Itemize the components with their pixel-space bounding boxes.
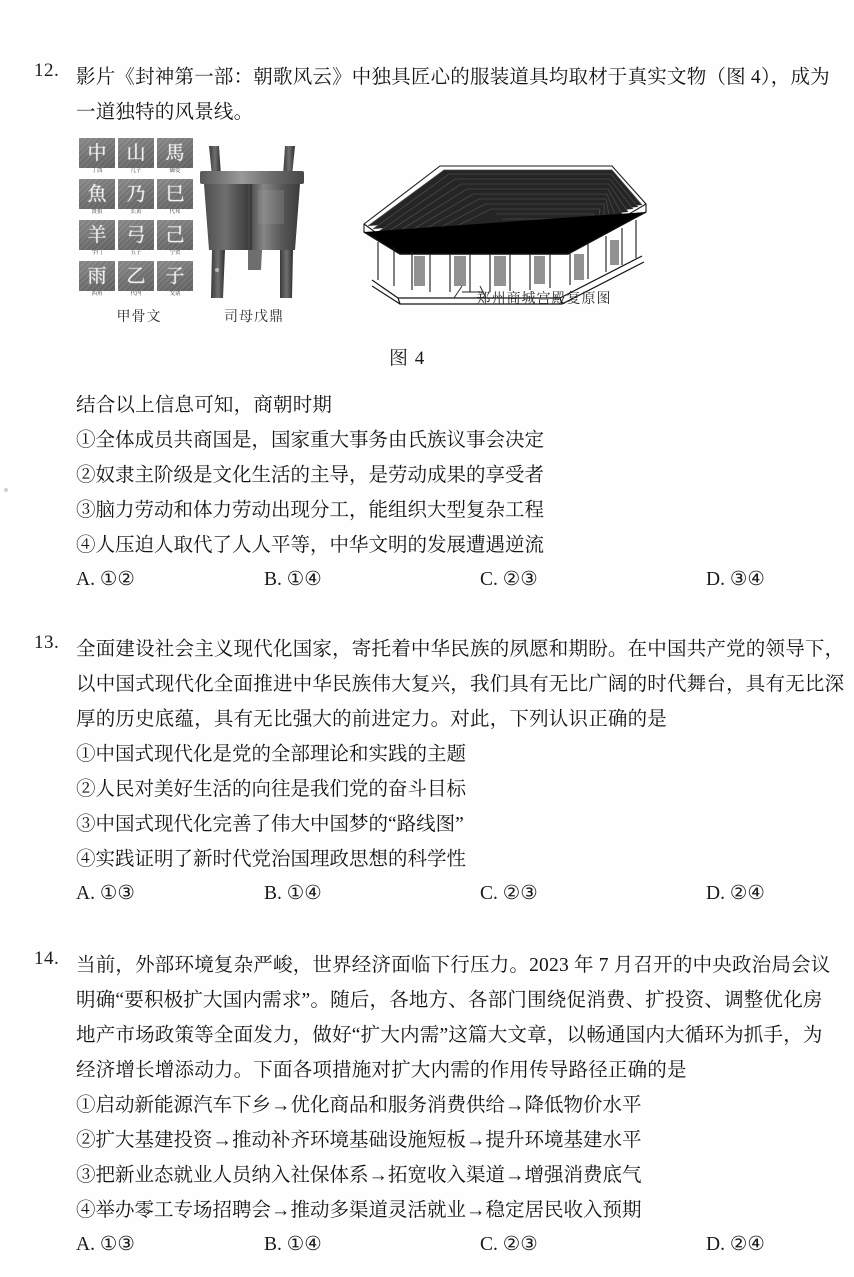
question-13-option-b[interactable] [264, 877, 322, 911]
oracle-glyph-cell: 乃 长黄 [118, 179, 154, 217]
question-12-content [76, 388, 824, 597]
option-key: D. [706, 1234, 725, 1255]
question-14-stem-line-4: 经济增长增添动力。下面各项措施对扩大内需的作用传导路径正确的是 [76, 1060, 687, 1081]
figure-panel-caption-palace: 郑州商城宫殿复原图 [476, 292, 612, 307]
figure-panel-caption-ding: 司母戊鼎 [224, 310, 284, 325]
question-13-number: 13. [34, 632, 60, 653]
question-13-stem-line-2: 以中国式现代化全面推进中华民族伟大复兴，我们具有无比广阔的时代舞台，具有无比深 [76, 674, 845, 695]
option-key: A. [76, 1234, 95, 1255]
oracle-glyph-cell: 馬 御爱 [157, 138, 193, 176]
figure-4 [34, 138, 824, 383]
question-13-option-c[interactable] [480, 877, 538, 911]
question-12-stem-line-1: 影片《封神第一部：朝歌风云》中独具匠心的服装道具均取材于真实文物（图 4），成为 [76, 67, 830, 88]
question-12-options [76, 563, 824, 597]
option-text: ①② [99, 569, 135, 590]
option-text: ②③ [502, 883, 538, 904]
question-12-stem-line-2: 一道独特的风景线。 [76, 102, 254, 123]
question-12-statement-3: ③脑力劳动和体力劳动出现分工，能组织大型复杂工程 [76, 500, 545, 521]
option-key: D. [706, 883, 725, 904]
zhengzhou-shang-palace-image [354, 146, 654, 306]
oracle-glyph-cell: 中 丁酉 [79, 138, 115, 176]
figure-panel-caption-oracle: 甲骨文 [116, 310, 162, 325]
oracle-glyph-cell: 子 戈诸 [157, 261, 193, 299]
question-14-number: 14. [34, 948, 60, 969]
option-text: ②④ [729, 883, 765, 904]
question-12-option-d[interactable] [706, 563, 765, 597]
option-key: D. [706, 569, 725, 590]
oracle-bone-script-image [79, 138, 197, 299]
question-14-options [76, 1228, 824, 1262]
oracle-glyph-cell: 雨 西角 [79, 261, 115, 299]
option-text: ③④ [729, 569, 765, 590]
option-text: ②③ [502, 1234, 538, 1255]
question-12-option-c[interactable] [480, 563, 538, 597]
question-14-statement-1: ①启动新能源汽车下乡→优化商品和服务消费供给→降低物价水平 [76, 1095, 642, 1116]
question-14-stem-line-3: 地产市场政策等全面发力，做好“扩大内需”这篇大文章，以畅通国内大循环为抓手，为 [76, 1025, 823, 1046]
question-14-stem-line-1: 当前，外部环境复杂严峻，世界经济面临下行压力。2023 年 7 月召开的中央政治局会议 [76, 955, 831, 976]
option-text: ①④ [286, 883, 322, 904]
question-13-statement-1: ①中国式现代化是党的全部理论和实践的主题 [76, 744, 467, 765]
question-13-stem-line-3: 厚的历史底蕴，具有无比强大的前进定力。对此，下列认识正确的是 [76, 709, 668, 730]
oracle-glyph-cell: 乙 代内 [118, 261, 154, 299]
option-text: ①④ [286, 1234, 322, 1255]
option-key: B. [264, 883, 282, 904]
option-text: ②④ [729, 1234, 765, 1255]
question-14-statement-3: ③把新业态就业人员纳入社保体系→拓宽收入渠道→增强消费底气 [76, 1165, 642, 1186]
figure-4-label: 图 4 [389, 348, 426, 369]
scan-artifact [4, 488, 8, 492]
question-14-statement-4: ④举办零工专场招聘会→推动多渠道灵活就业→稳定居民收入预期 [76, 1200, 642, 1221]
question-12 [34, 60, 830, 130]
option-key: C. [480, 569, 498, 590]
question-12-option-b[interactable] [264, 563, 322, 597]
question-12-statement-2: ②奴隶主阶级是文化生活的主导，是劳动成果的享受者 [76, 465, 545, 486]
question-13-options [76, 877, 824, 911]
option-text: ①③ [99, 883, 135, 904]
question-13-stem-line-1: 全面建设社会主义现代化国家，寄托着中华民族的夙愿和期盼。在中国共产党的领导下， [76, 639, 845, 660]
simuwu-ding-image [192, 138, 312, 303]
question-14-stem-line-2: 明确“要积极扩大国内需求”。随后，各地方、各部门围绕促消费、扩投资、调整优化房 [76, 990, 823, 1011]
option-text: ②③ [502, 569, 538, 590]
question-12-statement-1: ①全体成员共商国是，国家重大事务由氏族议事会决定 [76, 430, 545, 451]
oracle-glyph-cell: 巳 代邦 [157, 179, 193, 217]
question-13-statement-2: ②人民对美好生活的向往是我们党的奋斗目标 [76, 779, 467, 800]
oracle-glyph-cell: 羊 宇门 [79, 220, 115, 258]
question-14-option-d[interactable] [706, 1228, 765, 1262]
question-12-prompt: 结合以上信息可知，商朝时期 [76, 395, 333, 416]
oracle-glyph-cell: 山 几子 [118, 138, 154, 176]
option-key: A. [76, 569, 95, 590]
oracle-glyph-cell: 魚 贤狼 [79, 179, 115, 217]
question-13-statement-3: ③中国式现代化完善了伟大中国梦的“路线图” [76, 814, 464, 835]
question-12-option-a[interactable] [76, 563, 135, 597]
oracle-glyph-cell: 弓 五子 [118, 220, 154, 258]
option-key: B. [264, 569, 282, 590]
option-key: C. [480, 1234, 498, 1255]
question-14-statement-2: ②扩大基建投资→推动补齐环境基础设施短板→提升环境基建水平 [76, 1130, 642, 1151]
option-text: ①③ [99, 1234, 135, 1255]
question-13-option-d[interactable] [706, 877, 765, 911]
question-14 [34, 948, 831, 1262]
question-13-statement-4: ④实践证明了新时代党治国理政思想的科学性 [76, 849, 467, 870]
option-key: A. [76, 883, 95, 904]
option-key: B. [264, 1234, 282, 1255]
question-12-statement-4: ④人压迫人取代了人人平等，中华文明的发展遭遇逆流 [76, 535, 545, 556]
question-12-number: 12. [34, 60, 60, 81]
option-text: ①④ [286, 569, 322, 590]
question-14-option-b[interactable] [264, 1228, 322, 1262]
option-key: C. [480, 883, 498, 904]
question-14-option-a[interactable] [76, 1228, 135, 1262]
oracle-glyph-cell: 己 宁贺 [157, 220, 193, 258]
question-14-option-c[interactable] [480, 1228, 538, 1262]
question-13-option-a[interactable] [76, 877, 135, 911]
question-13 [34, 632, 845, 911]
